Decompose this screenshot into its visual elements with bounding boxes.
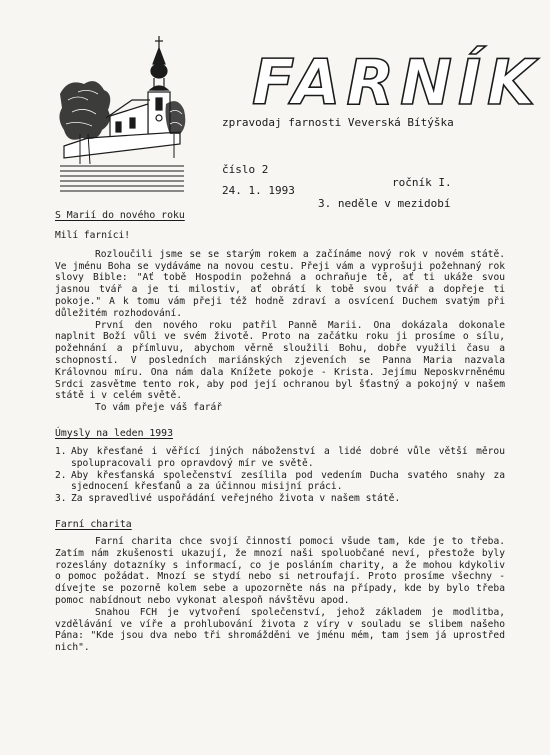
greeting: Milí farníci! — [55, 230, 131, 241]
list-item — [55, 470, 505, 494]
list-item-text: Aby křesťané i věřící jiných náboženství a lidé dobré vůle větší měrou spolupracovali pro opravdový mír ve světě. — [71, 445, 505, 469]
issue-number: číslo 2 — [222, 163, 269, 176]
issue-date: 24. 1. 1993 — [222, 184, 295, 197]
article-intentions — [55, 428, 505, 505]
article-heading: S Marií do nového roku — [55, 210, 185, 221]
list-item — [55, 493, 505, 505]
paragraph: Farní charita chce svojí činností pomoci všude tam, kde je to třeba. Zatím nám zkušenosti ukazují, že mnozí naši spoluobčané neví, přestože byly rozeslány dotazníky s informací, co je posláním charity, a že mohou kdykoliv o pomoc požádat. Mnozí se stydí nebo si netroufají. Proto prosíme všechny - dívejte se pozorně kolem sebe a upozorněte nás na případy, kde by bylo třeba pomoc nabídnout nebo vykonat alespoň návštěvu apod. — [55, 535, 505, 606]
masthead-title-logo — [250, 46, 542, 119]
intentions-list — [55, 446, 505, 505]
masthead-subtitle: zpravodaj farnosti Veverská Bítýška — [222, 116, 454, 129]
list-item-text: Aby křesťanská společenství zesílila pod vedením Ducha svatého snahy za sjednocení křesťanů a za účinnou misijní práci. — [71, 469, 505, 493]
masthead-title: FARNÍK — [252, 46, 542, 119]
signature: To vám přeje váš farář — [95, 402, 223, 414]
list-item — [55, 446, 505, 470]
list-item-number: 1. — [55, 445, 67, 457]
liturgical-day: 3. neděle v mezidobí — [318, 197, 451, 210]
list-item-text: Za spravedlivé uspořádání veřejného života v našem státě. — [71, 493, 401, 505]
paragraph: První den nového roku patřil Panně Marii. Ona dokázala dokonale naplnit Boží vůli ve svém životě. Proto na začátku roku ji prosíme o sílu, požehnání a přímluvu, abychom věrně sloužili Bohu, dobře využili času a schopností. V posledních mariánských zjeveních se Panna Maria nazvala Královnou míru. Ona nám dala Knížete pokoje - Krista. Jejímu Neposkvrněnému Srdci zasvětme tento rok, aby pod její ochranou byl šťastný a pokojný v našem státě i v celém světě. — [55, 319, 505, 402]
article-heading: Úmysly na leden 1993 — [55, 427, 173, 439]
volume-label: ročník I. — [392, 176, 452, 189]
article-heading: Farní charita — [55, 518, 132, 530]
list-item-number: 3. — [55, 493, 67, 505]
paragraph: Snahou FCH je vytvoření společenství, jehož základem je modlitba, vzdělávání ve víře a prohlubování života z víry v souladu se slibem našeho Pána: "Kde jsou dva nebo tři shromážděni ve jménu mém, tam jsem já uprostřed nich". — [55, 606, 505, 654]
church-illustration-icon — [58, 34, 186, 192]
article-new-year — [55, 210, 505, 414]
paragraph: Rozloučili jsme se se starým rokem a začínáme nový rok v novém státě. Ve jménu Boha se vydáváme na novou cestu. Přeji vám a vyprošuji požehnaný rok slovy Bible: "Ať tobě Hospodin požehná a ochraňuje tě, ať ti ukáže svou jasnou tvář a je ti milostiv, ať obrátí k tobě svou tvář a dopřeje ti pokoje." A k tomu vám přeji též hodně zdraví a osvícení Duchem svatým při důležitém rozhodování. — [55, 248, 505, 319]
newsletter-body — [55, 210, 505, 654]
list-item-number: 2. — [55, 469, 67, 481]
article-charity — [55, 519, 505, 654]
